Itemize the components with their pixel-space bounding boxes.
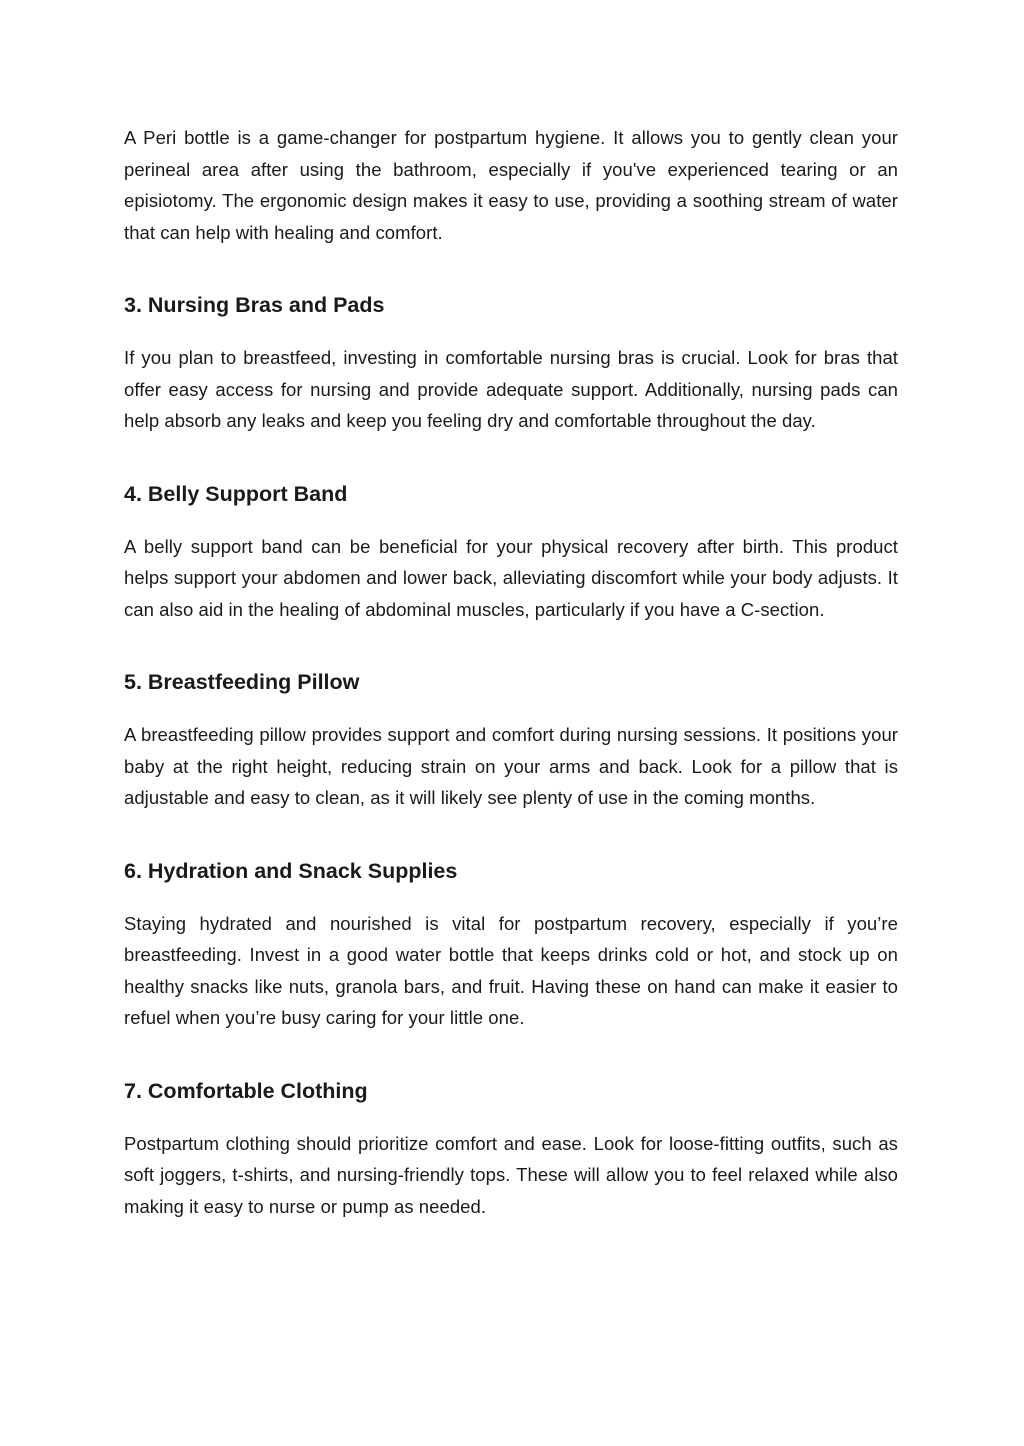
section-heading: 3. Nursing Bras and Pads bbox=[124, 293, 385, 317]
section-breastfeeding-pillow bbox=[124, 667, 898, 814]
section-comfortable-clothing bbox=[124, 1076, 898, 1223]
section-hydration-snacks bbox=[124, 856, 898, 1034]
section-body: A belly support band can be beneficial for your physical recovery after birth. This product helps support your abdomen and lower back, alleviating discomfort while your body adjusts. It can also aid in the healing of abdominal muscles, particularly if you have a C-section. bbox=[124, 535, 898, 620]
section-belly-support-band bbox=[124, 479, 898, 626]
document-page bbox=[124, 122, 898, 1222]
section-heading: 7. Comfortable Clothing bbox=[124, 1078, 368, 1103]
section-heading: 6. Hydration and Snack Supplies bbox=[124, 858, 458, 883]
section-nursing-bras bbox=[124, 290, 898, 437]
section-body: A breastfeeding pillow provides support and comfort during nursing sessions. It positions your baby at the right height, reducing strain on your arms and back. Look for a pillow that is adjustable and easy to clean, as it will likely see plenty of use in the coming months. bbox=[124, 724, 898, 808]
section-body: If you plan to breastfeed, investing in comfortable nursing bras is crucial. Look for bras that offer easy access for nursing and provide adequate support. Additionally, nursing pads can help absorb any leaks and keep you feeling dry and comfortable throughout the day. bbox=[124, 347, 898, 431]
section-heading: 4. Belly Support Band bbox=[124, 481, 348, 506]
section-body: Postpartum clothing should prioritize comfort and ease. Look for loose-fitting outfits, such as soft joggers, t-shirts, and nursing-friendly tops. These will allow you to feel relaxed while also making it easy to nurse or pump as needed. bbox=[124, 1132, 898, 1217]
intro-paragraph: A Peri bottle is a game-changer for postpartum hygiene. It allows you to gently clean your perineal area after using the bathroom, especially if you've experienced tearing or an episiotomy. The ergonomic design makes it easy to use, providing a soothing stream of water that can help with healing and comfort. bbox=[124, 127, 898, 243]
section-heading: 5. Breastfeeding Pillow bbox=[124, 670, 360, 694]
section-body: Staying hydrated and nourished is vital for postpartum recovery, especially if you’re breastfeeding. Invest in a good water bottle that keeps drinks cold or hot, and stock up on healthy snacks like nuts, granola bars, and fruit. Having these on hand can make it easier to refuel when you’re busy caring for your little one. bbox=[124, 912, 898, 1028]
